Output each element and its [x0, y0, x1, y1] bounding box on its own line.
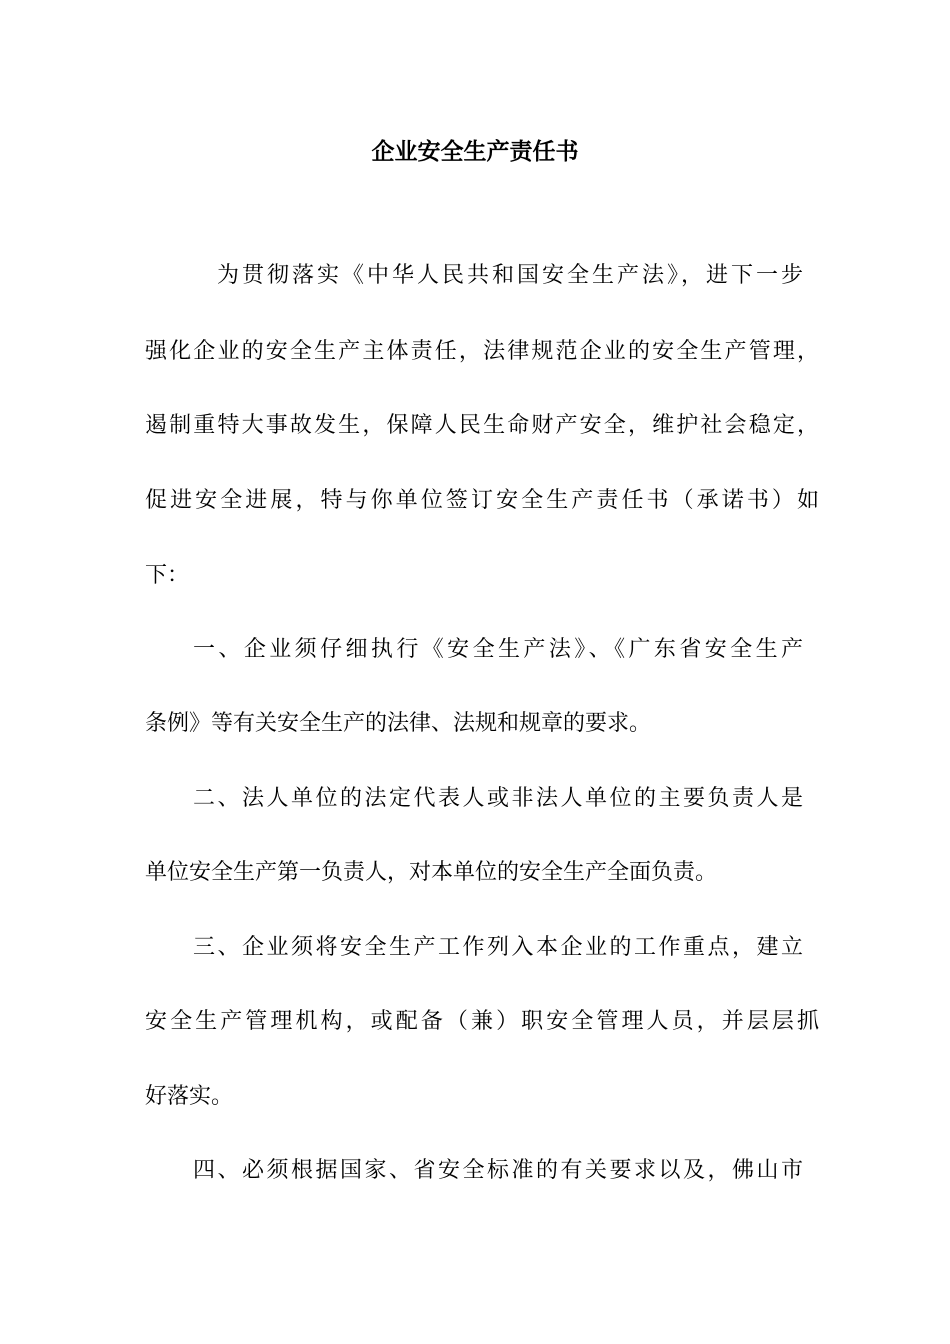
paragraph-1-line-2: 条例》等有关安全生产的法律、法规和规章的要求。	[145, 711, 652, 736]
paragraph-intro-line-3: 遏制重特大事故发生，保障人民生命财产安全，维护社会稳定，	[145, 413, 819, 438]
paragraph-2-line-1: 二、法人单位的法定代表人或非法人单位的主要负责人是	[193, 786, 803, 811]
paragraph-intro-line-1: 为贯彻落实《中华人民共和国安全生产法》，进下一步	[217, 263, 803, 288]
paragraph-3-line-1: 三、企业须将安全生产工作列入本企业的工作重点，建立	[193, 935, 803, 960]
paragraph-3-line-2: 安全生产管理机构，或配备（兼）职安全管理人员，并层层抓	[145, 1009, 819, 1034]
paragraph-intro-line-5: 下：	[145, 563, 190, 588]
paragraph-intro-line-4: 促进安全进展，特与你单位签订安全生产责任书（承诺书）如	[145, 488, 819, 513]
paragraph-intro-line-2: 强化企业的安全生产主体责任，法律规范企业的安全生产管理，	[145, 339, 819, 364]
paragraph-2-line-2: 单位安全生产第一负责人，对本单位的安全生产全面负责。	[145, 860, 718, 885]
paragraph-1-line-1: 一、企业须仔细执行《安全生产法》、《广东省安全生产	[193, 637, 803, 662]
paragraph-3-line-3: 好落实。	[145, 1084, 234, 1109]
paragraph-4-line-1: 四、必须根据国家、省安全标准的有关要求以及，佛山市	[193, 1158, 803, 1183]
document-title: 企业安全生产责任书	[371, 138, 579, 165]
